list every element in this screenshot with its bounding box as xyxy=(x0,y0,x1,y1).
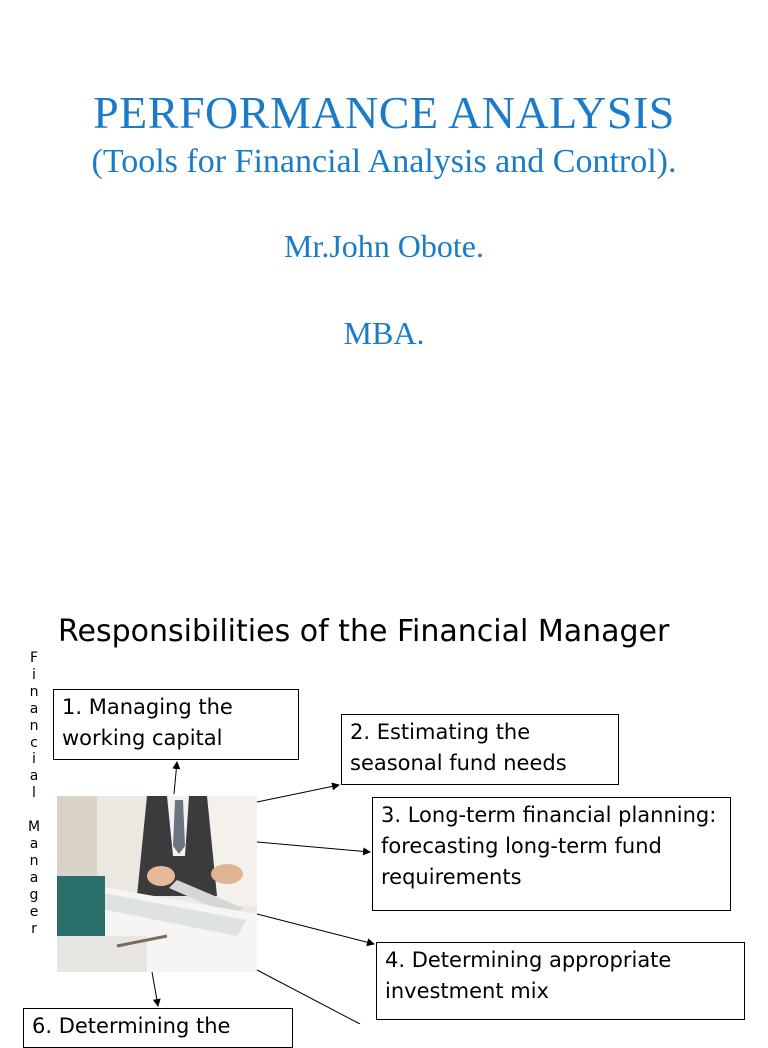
financial-manager-vertical-label: F i n a n c i a l M a n a g e r xyxy=(27,650,41,937)
slide-subtitle: (Tools for Financial Analysis and Control). xyxy=(91,143,677,180)
responsibility-box-1: 1. Managing the working capital xyxy=(53,689,299,760)
financial-manager-photo xyxy=(57,796,257,972)
author-name: Mr.John Obote. xyxy=(284,228,484,264)
author-degree: MBA. xyxy=(343,315,425,351)
responsibilities-title: Responsibilities of the Financial Manager xyxy=(58,614,670,649)
responsibility-box-2: 2. Estimating the seasonal fund needs xyxy=(341,714,619,785)
manager-at-desk-image xyxy=(57,796,257,972)
slide-title: PERFORMANCE ANALYSIS xyxy=(93,87,675,138)
responsibility-box-3: 3. Long-term financial planning: forecasting long-term fund requirements xyxy=(372,797,731,911)
responsibilities-slide xyxy=(0,590,768,1038)
responsibility-box-6: 6. Determining the xyxy=(23,1008,293,1048)
responsibility-box-4: 4. Determining appropriate investment mix xyxy=(376,942,745,1020)
